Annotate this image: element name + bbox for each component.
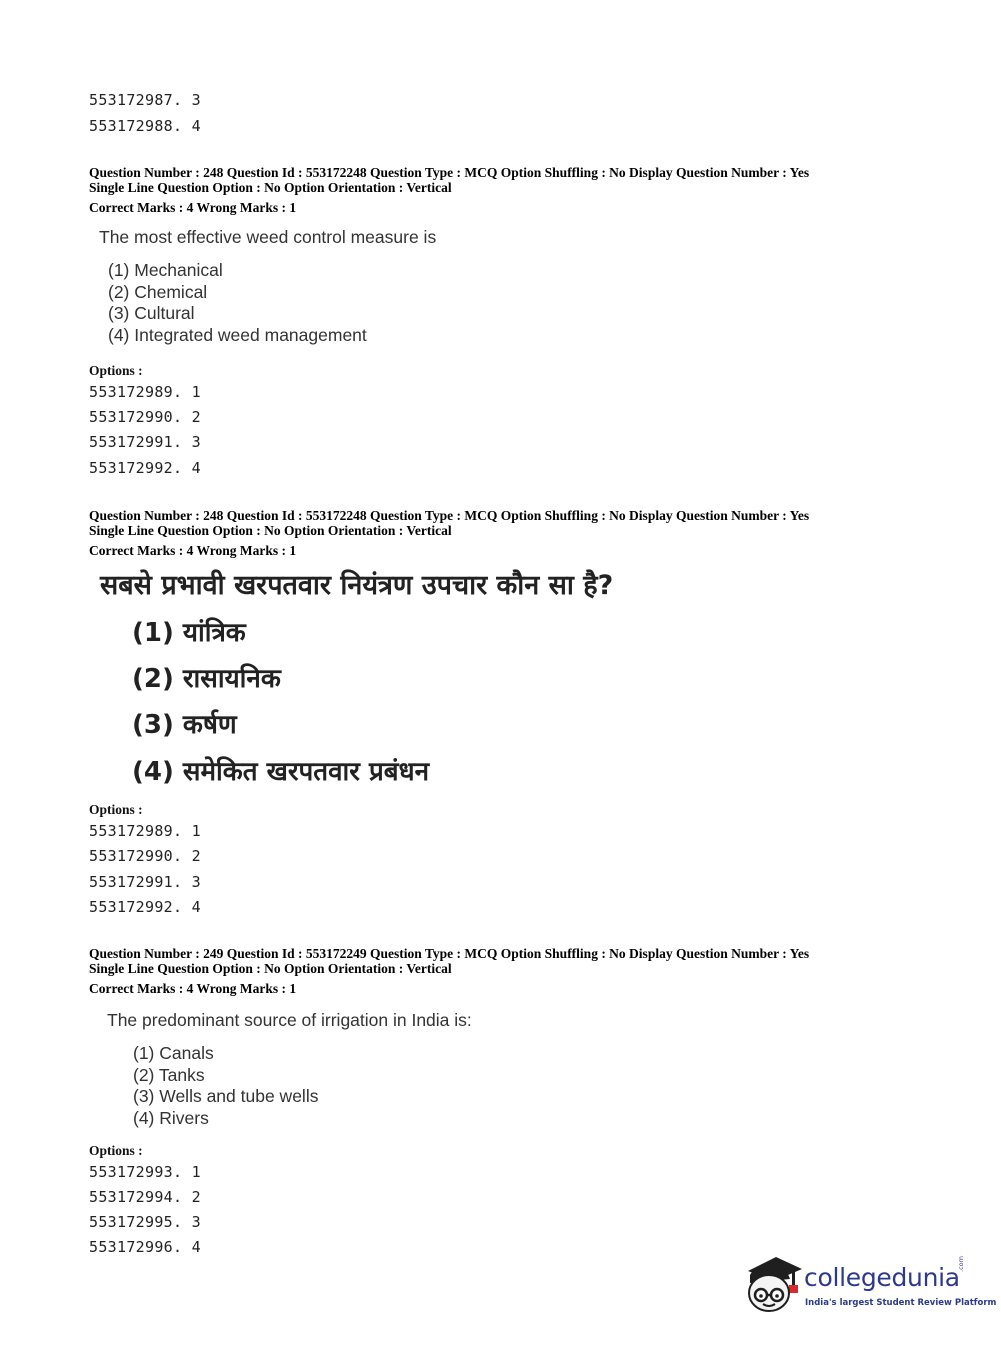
option-line: 553172996. 4 <box>89 1238 201 1256</box>
marks-line: Correct Marks : 4 Wrong Marks : 1 <box>89 200 297 215</box>
question-text: The predominant source of irrigation in India is: <box>107 1010 472 1030</box>
brand-tagline: India's largest Student Review Platform <box>805 1298 997 1308</box>
option-line: 553172995. 3 <box>89 1213 201 1231</box>
marks-line: Correct Marks : 4 Wrong Marks : 1 <box>89 543 297 558</box>
question-meta-line: Single Line Question Option : No Option Orientation : Vertical <box>89 961 452 976</box>
question-meta-line: Question Number : 248 Question Id : 553172248 Question Type : MCQ Option Shuffling : No Display Question Number : Yes <box>89 165 810 180</box>
option-line: 553172990. 2 <box>89 847 201 865</box>
option-line: 553172988. 4 <box>89 117 201 135</box>
question-meta-line: Question Number : 248 Question Id : 553172248 Question Type : MCQ Option Shuffling : No Display Question Number : Yes <box>89 508 810 523</box>
option-line: 553172990. 2 <box>89 408 201 426</box>
mascot-icon <box>742 1251 804 1317</box>
marks-line: Correct Marks : 4 Wrong Marks : 1 <box>89 981 297 996</box>
question-meta-line: Question Number : 249 Question Id : 553172249 Question Type : MCQ Option Shuffling : No Display Question Number : Yes <box>89 946 810 961</box>
options-label: Options : <box>89 1143 143 1158</box>
collegedunia-logo[interactable] <box>742 1251 997 1317</box>
option-line: 553172992. 4 <box>89 459 201 477</box>
question-text-hindi: सबसे प्रभावी खरपतवार नियंत्रण उपचार कौन सा है? <box>100 570 614 601</box>
answer-choice-hindi: (1) यांत्रिक <box>132 618 246 648</box>
option-line: 553172992. 4 <box>89 898 201 916</box>
answer-choice: (3) Cultural <box>108 303 195 323</box>
answer-choice: (2) Tanks <box>133 1065 205 1085</box>
answer-choice: (1) Mechanical <box>108 260 223 280</box>
question-text: The most effective weed control measure is <box>99 227 437 247</box>
option-line: 553172994. 2 <box>89 1188 201 1206</box>
answer-choice-hindi: (4) समेकित खरपतवार प्रबंधन <box>132 757 430 787</box>
options-label: Options : <box>89 363 143 378</box>
answer-choice-hindi: (2) रासायनिक <box>132 664 281 694</box>
options-label: Options : <box>89 802 143 817</box>
option-line: 553172991. 3 <box>89 433 201 451</box>
brand-suffix: .com <box>957 1256 965 1272</box>
answer-choice: (4) Integrated weed management <box>108 325 367 345</box>
answer-choice: (3) Wells and tube wells <box>133 1086 319 1106</box>
brand-name: collegedunia <box>804 1263 960 1292</box>
option-line: 553172989. 1 <box>89 383 201 401</box>
question-meta-line: Single Line Question Option : No Option Orientation : Vertical <box>89 180 452 195</box>
option-line: 553172987. 3 <box>89 91 201 109</box>
option-line: 553172993. 1 <box>89 1163 201 1181</box>
option-line: 553172991. 3 <box>89 873 201 891</box>
answer-choice: (2) Chemical <box>108 282 208 302</box>
answer-choice-hindi: (3) कर्षण <box>132 710 237 740</box>
answer-choice: (4) Rivers <box>133 1108 209 1128</box>
question-meta-line: Single Line Question Option : No Option Orientation : Vertical <box>89 523 452 538</box>
option-line: 553172989. 1 <box>89 822 201 840</box>
answer-choice: (1) Canals <box>133 1043 214 1063</box>
